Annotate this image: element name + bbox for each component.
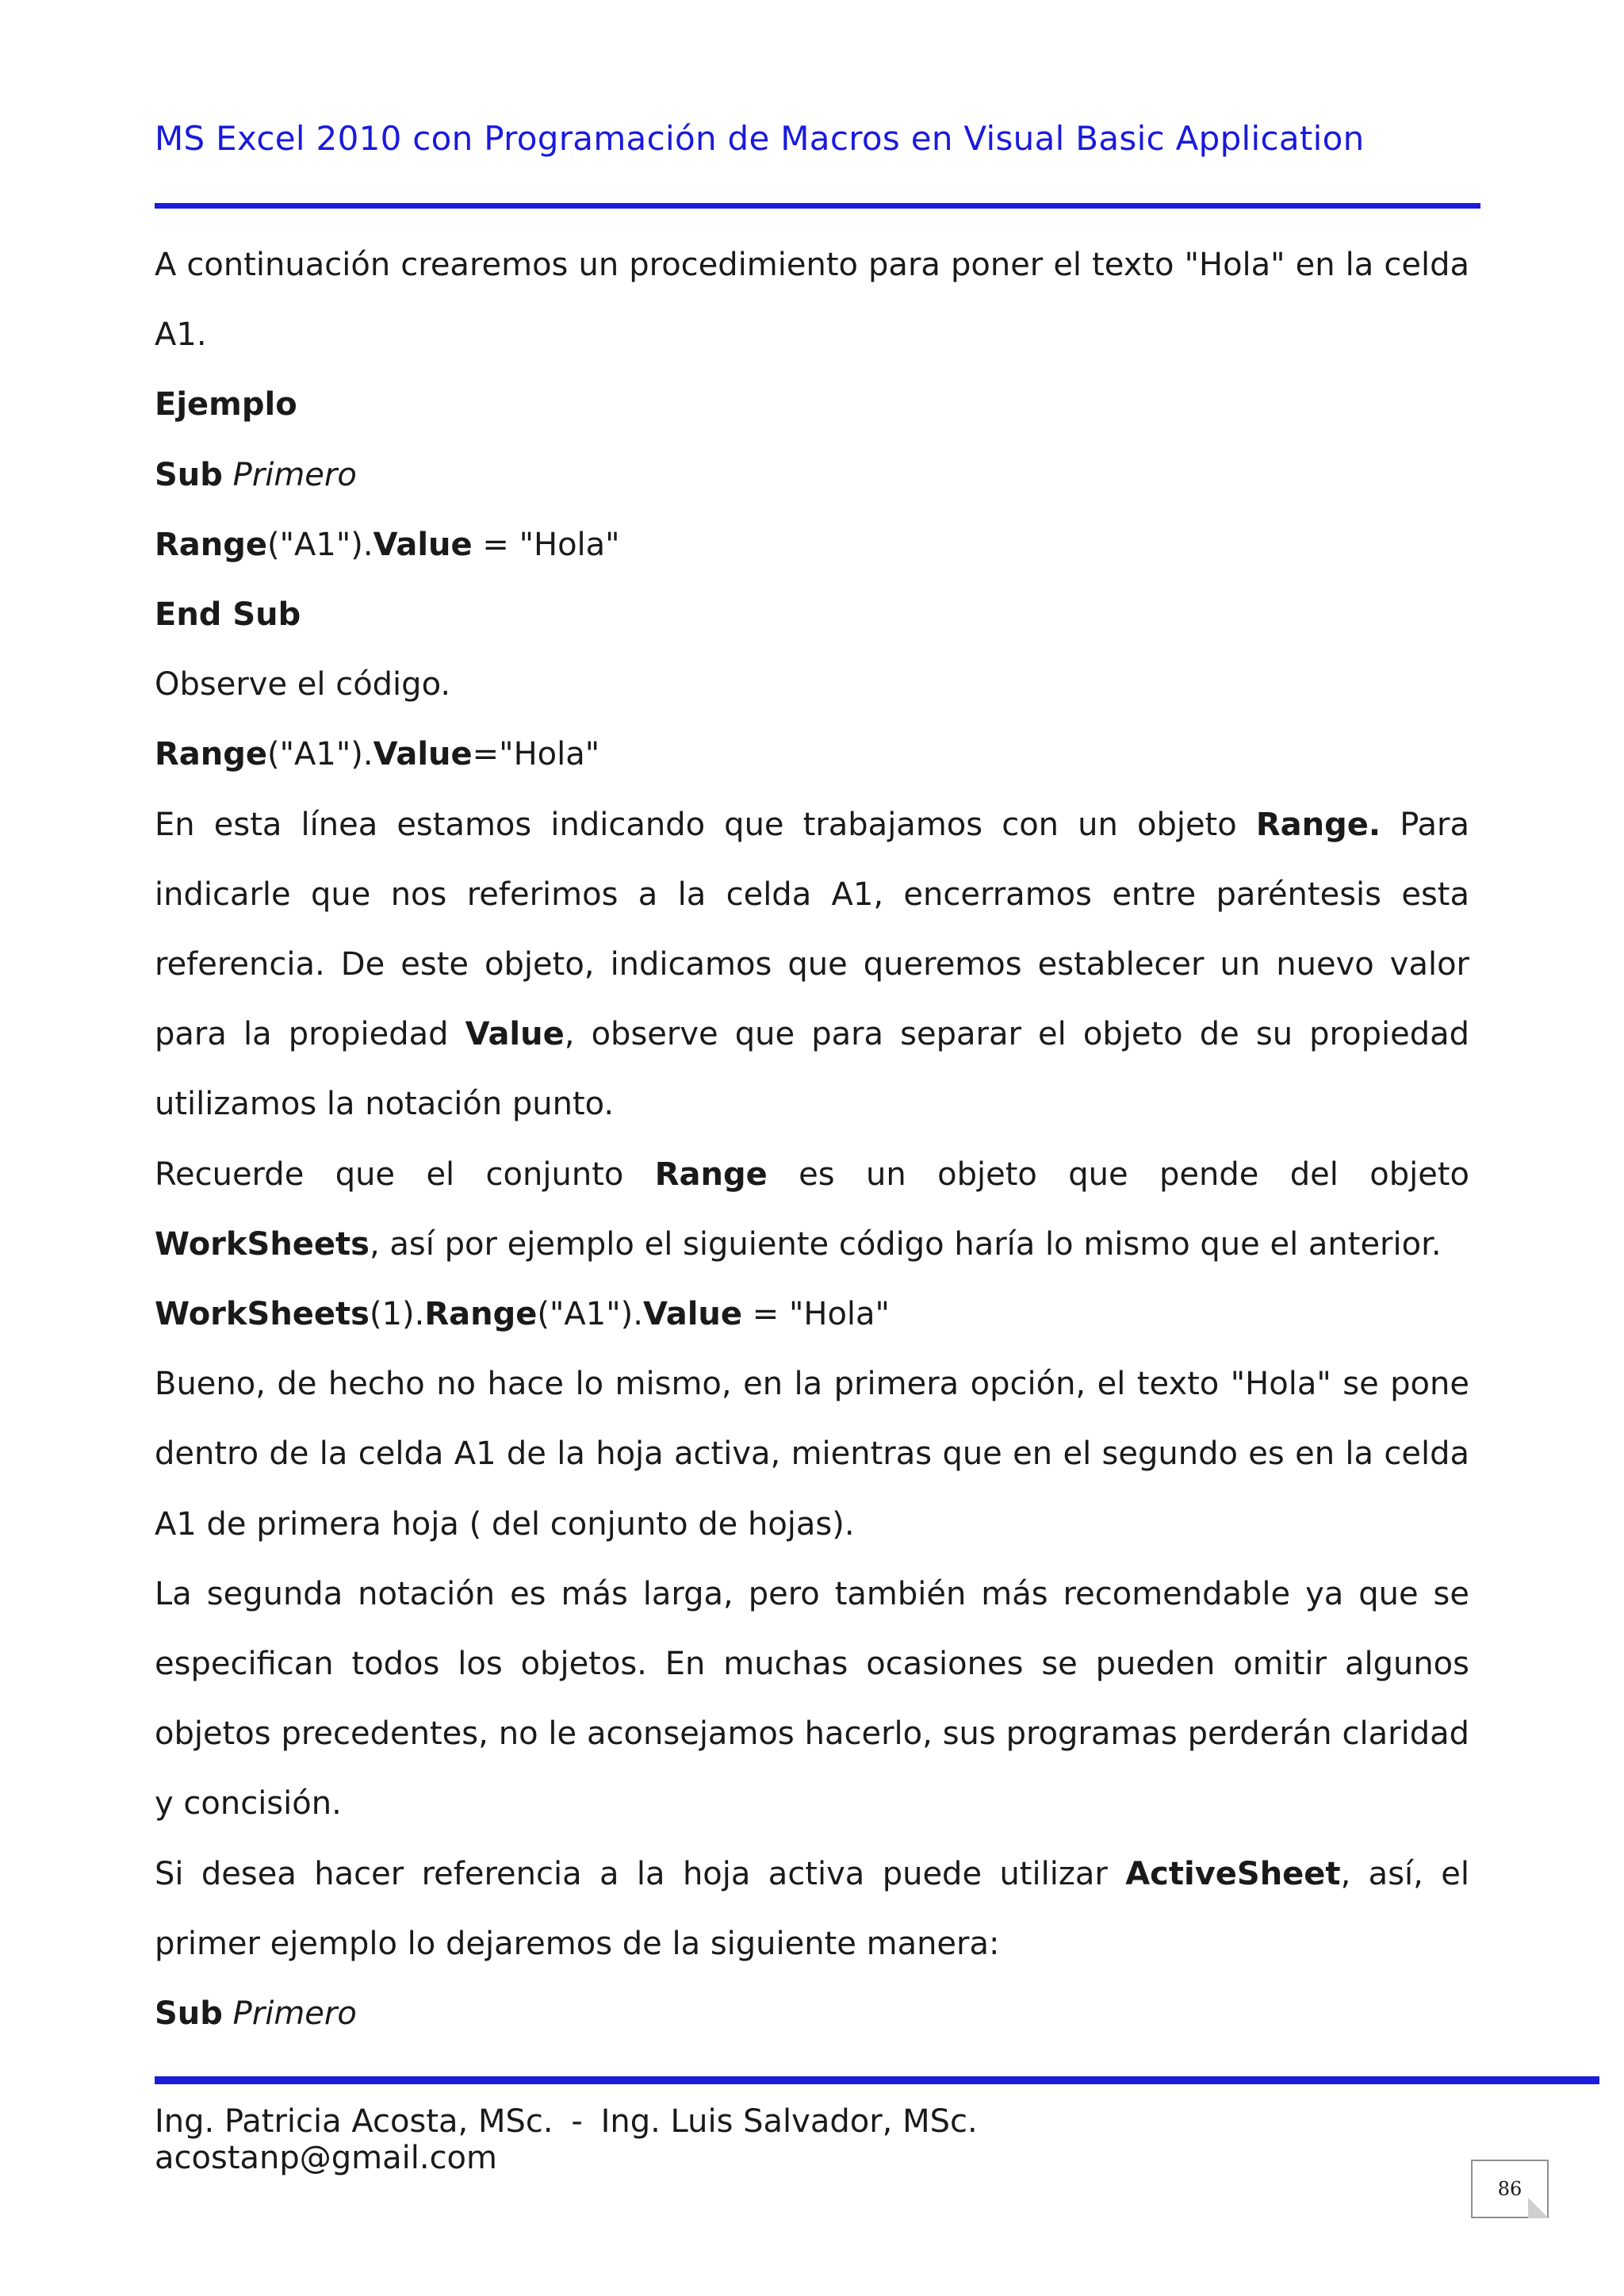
text-run: , así, el primer ejemplo lo dejaremos de la siguiente manera: <box>155 1855 1469 1962</box>
code-keyword-value: Value <box>373 736 473 773</box>
text-run: , observe que para separar el objeto de su propiedad utilizamos la notación punto. <box>155 1016 1469 1123</box>
header-divider <box>155 203 1480 209</box>
code-line-range <box>155 510 1469 580</box>
code-range-arg: ("A1"). <box>267 526 373 563</box>
explanation-paragraph <box>155 790 1469 1140</box>
page-number: 86 <box>1497 2178 1522 2200</box>
footer-divider <box>155 2076 1599 2084</box>
code-keyword-range: Range <box>155 736 268 773</box>
text-run: Si desea hacer referencia a la hoja activa puede utilizar <box>155 1855 1126 1892</box>
code-line-worksheets <box>155 1279 1469 1349</box>
code-assign: = "Hola" <box>472 526 620 563</box>
page-body <box>155 230 1469 2049</box>
code-keyword-sub: Sub <box>155 456 223 493</box>
example-heading: Ejemplo <box>155 386 297 424</box>
code-keyword-worksheets: WorkSheets <box>155 1296 370 1333</box>
bold-term-value: Value <box>465 1016 565 1053</box>
difference-paragraph: Bueno, de hecho no hace lo mismo, en la primera opción, el texto "Hola" se pone dentro de la celda A1 de la hoja activa, mientras que en el segundo es en la celda A1 de primera hoja ( del conjunto de hojas). <box>155 1366 1469 1543</box>
code-keyword-sub: Sub <box>155 1995 223 2033</box>
code-range-arg: ("A1"). <box>267 736 373 773</box>
text-run: En esta línea estamos indicando que trabajamos con un objeto <box>155 806 1256 843</box>
code-keyword-range: Range <box>424 1296 538 1333</box>
code-keyword-range: Range <box>155 526 268 563</box>
worksheets-paragraph <box>155 1140 1469 1279</box>
code-keyword-value: Value <box>373 526 473 563</box>
code-assign: = "Hola" <box>742 1296 890 1333</box>
code-assign: ="Hola" <box>472 736 600 773</box>
text-run: , así por ejemplo el siguiente código haría lo mismo que el anterior. <box>369 1225 1442 1263</box>
text-run: Para indicarle que nos referimos a la celda A1, encerramos entre paréntesis esta referencia. De este objeto, indicamos que queremos establecer un nuevo valor para la propiedad <box>155 806 1469 1053</box>
bold-term-worksheets: WorkSheets <box>155 1225 370 1263</box>
code-sub-name: Primero <box>232 1995 357 2033</box>
code-line-sub-2 <box>155 1979 1469 2049</box>
code-keyword-value: Value <box>642 1296 743 1333</box>
running-header-title: MS Excel 2010 con Programación de Macros en Visual Basic Application <box>155 119 1365 158</box>
page-footer <box>155 2103 978 2176</box>
text-run: es un objeto que pende del objeto <box>767 1156 1469 1193</box>
notation-paragraph: La segunda notación es más larga, pero también más recomendable ya que se especifican todos los objetos. En muchas ocasiones se pueden omitir algunos objetos precedentes, no le aconsejamos hacerlo, sus programas perderán claridad y concisión. <box>155 1575 1469 1823</box>
observe-line: Observe el código. <box>155 666 451 703</box>
activesheet-paragraph <box>155 1839 1469 1979</box>
code-ws-arg: (1). <box>369 1296 425 1333</box>
footer-email: acostanp@gmail.com <box>155 2140 497 2176</box>
code-line-sub <box>155 440 1469 510</box>
text-run: Recuerde que el conjunto <box>155 1156 655 1193</box>
bold-term-range: Range <box>654 1156 768 1193</box>
page-curl-icon <box>1528 2198 1549 2218</box>
code-sub-name: Primero <box>232 456 357 493</box>
footer-authors <box>155 2103 978 2140</box>
page-number-box <box>1471 2160 1549 2218</box>
bold-term-range: Range. <box>1255 806 1381 843</box>
intro-paragraph: A continuación crearemos un procedimiento para poner el texto "Hola" en la celda A1. <box>155 247 1469 354</box>
author-1: Ing. Patricia Acosta, MSc. <box>155 2103 553 2140</box>
bold-term-activesheet: ActiveSheet <box>1125 1855 1341 1892</box>
author-2: Ing. Luis Salvador, MSc. <box>600 2103 978 2140</box>
code-line-end-sub: End Sub <box>155 596 301 634</box>
code-line-range-2 <box>155 719 1469 789</box>
code-range-arg: ("A1"). <box>537 1296 643 1333</box>
author-separator: - <box>571 2103 583 2140</box>
